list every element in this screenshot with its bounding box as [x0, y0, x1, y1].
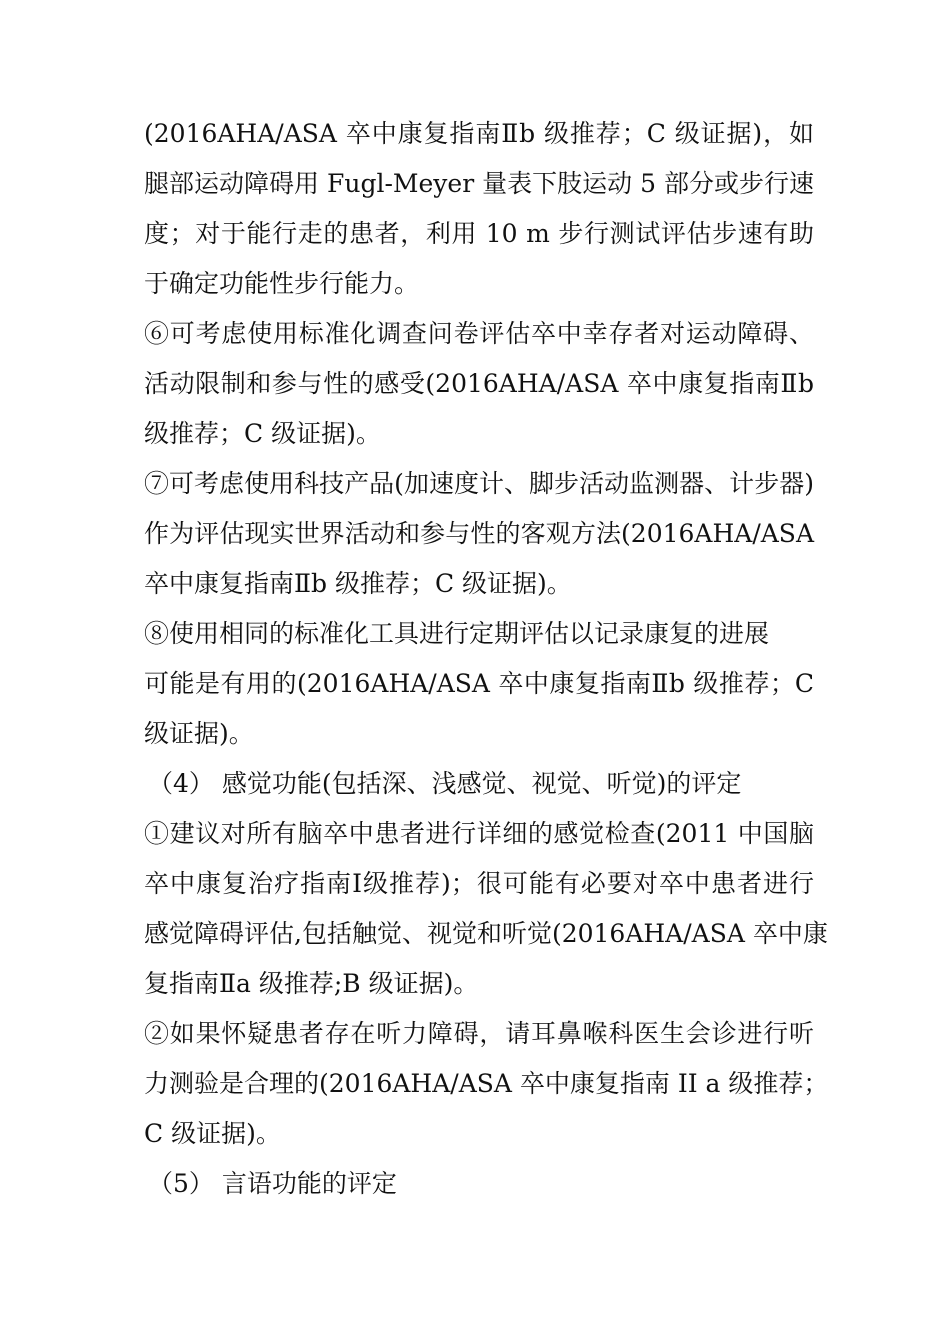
text-line: 卒中康复指南Ⅱb 级推荐；C 级证据)。	[144, 569, 572, 598]
text-line: ⑥可考虑使用标准化调查问卷评估卒中幸存者对运动障碍、	[144, 319, 814, 348]
text-line: 感觉障碍评估,包括触觉、视觉和听觉(2016AHA/ASA 卒中康	[144, 919, 828, 948]
text-line: 活动限制和参与性的感受(2016AHA/ASA 卒中康复指南Ⅱb	[144, 369, 814, 398]
text-line: 作为评估现实世界活动和参与性的客观方法(2016AHA/ASA	[144, 519, 814, 548]
text-line: ②如果怀疑患者存在听力障碍，请耳鼻喉科医生会诊进行听	[144, 1019, 814, 1048]
text-line: 复指南Ⅱa 级推荐;B 级证据)。	[144, 969, 479, 998]
text-line: 级证据)。	[144, 719, 254, 748]
text-line: 级推荐；C 级证据)。	[144, 419, 381, 448]
section-heading: （5） 言语功能的评定	[148, 1169, 397, 1198]
text-line: ⑦可考虑使用科技产品(加速度计、脚步活动监测器、计步器)	[144, 469, 814, 498]
section-heading: （4） 感觉功能(包括深、浅感觉、视觉、听觉)的评定	[148, 769, 742, 798]
text-line: 卒中康复治疗指南Ⅰ级推荐)；很可能有必要对卒中患者进行	[144, 869, 814, 898]
text-line: 度；对于能行走的患者，利用 10 m 步行测试评估步速有助	[144, 219, 814, 248]
text-line: ①建议对所有脑卒中患者进行详细的感觉检查(2011 中国脑	[144, 819, 814, 848]
text-line: (2016AHA/ASA 卒中康复指南Ⅱb 级推荐；C 级证据)，如	[144, 119, 814, 148]
text-line: 腿部运动障碍用 Fugl-Meyer 量表下肢运动 5 部分或步行速	[144, 169, 814, 198]
text-line: 力测验是合理的(2016AHA/ASA 卒中康复指南 II a 级推荐；	[144, 1069, 829, 1098]
document-body	[144, 109, 829, 1209]
text-line: 可能是有用的(2016AHA/ASA 卒中康复指南Ⅱb 级推荐；C	[144, 669, 814, 698]
text-line: ⑧使用相同的标准化工具进行定期评估以记录康复的进展	[144, 619, 770, 648]
text-line: 于确定功能性步行能力。	[144, 269, 420, 298]
text-line: C 级证据)。	[144, 1119, 281, 1148]
